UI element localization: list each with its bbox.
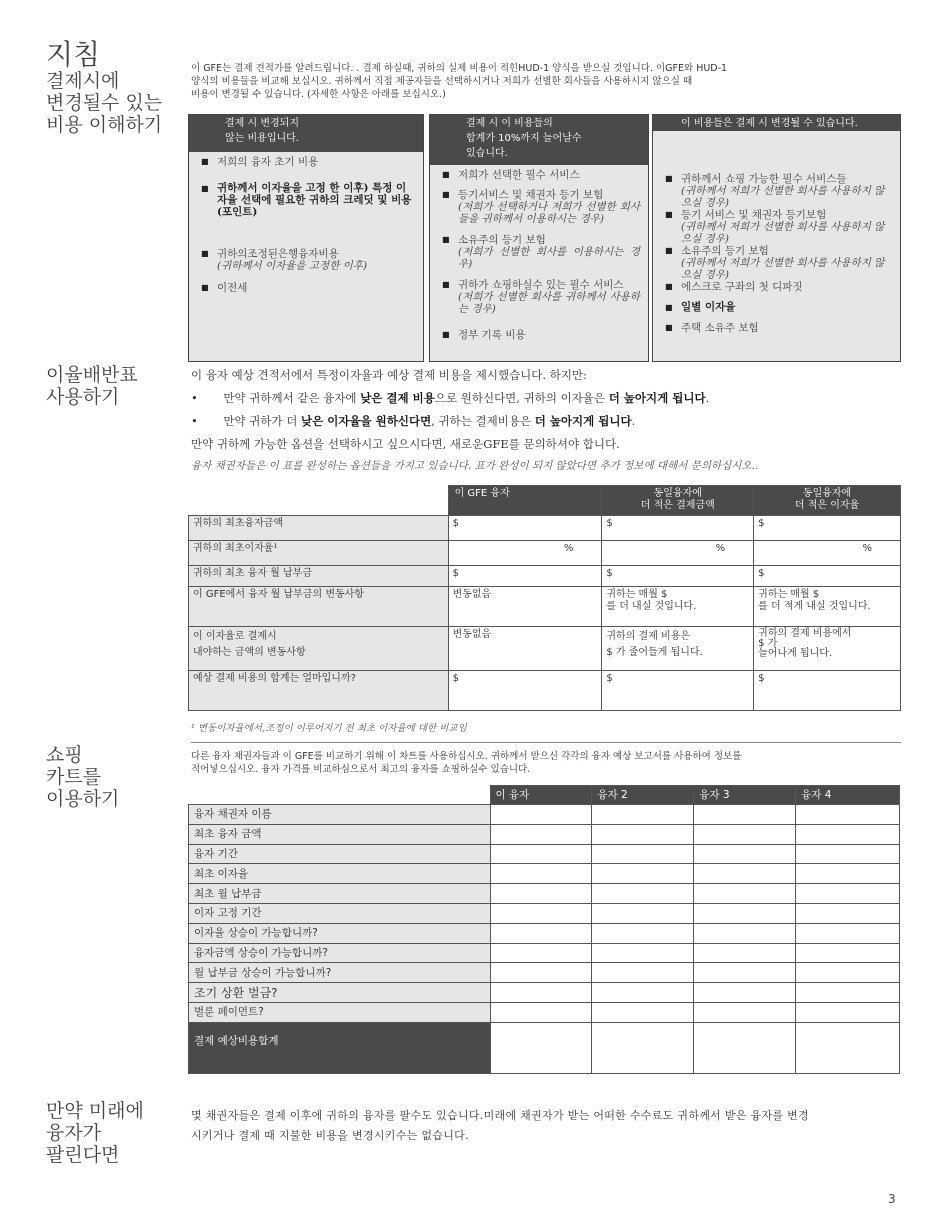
table-cell[interactable] xyxy=(592,903,694,923)
table-cell[interactable] xyxy=(592,1022,694,1073)
box-header-line: 있습니다. xyxy=(466,148,508,159)
intro-line: 양식의 비용들을 비교해 보십시오. 귀하께서 직접 제공자들을 선택하시거나 저희가 선별한 회사들을 사용하시지 않으실 때 xyxy=(191,76,693,87)
table-cell[interactable] xyxy=(592,1002,694,1022)
table-cell[interactable] xyxy=(796,844,900,864)
table-row xyxy=(189,541,901,566)
table-row xyxy=(189,844,900,864)
table-row xyxy=(189,963,900,983)
table-cell[interactable] xyxy=(592,805,694,825)
table-cell[interactable] xyxy=(592,943,694,963)
table-cell[interactable] xyxy=(694,963,796,983)
section-heading-line: 이율배반표 xyxy=(46,364,138,386)
section-heading-line: 이용하기 xyxy=(46,788,120,810)
table-cell[interactable]: $ xyxy=(448,566,602,587)
table-cell[interactable] xyxy=(796,983,900,1003)
table-row xyxy=(189,1002,900,1022)
table-cell[interactable]: $ xyxy=(448,516,602,541)
table-cell[interactable] xyxy=(694,923,796,943)
list-item: ■ 에스크로 구좌의 첫 디파짓 xyxy=(665,281,892,293)
section-heading-line: 사용하기 xyxy=(46,386,120,408)
list-item: ■ 귀하가 쇼핑하실수 있는 필수 서비스 (저희가 선별한 회사를 귀하께서 사용하는 경우) xyxy=(442,279,640,315)
table-cell[interactable]: $ xyxy=(448,671,602,711)
table-cell[interactable] xyxy=(592,923,694,943)
row-label: 조기 상환 벌금? xyxy=(189,983,491,1003)
table-corner xyxy=(189,486,449,516)
table-cell[interactable] xyxy=(592,983,694,1003)
table-cell[interactable] xyxy=(796,963,900,983)
page-number: 3 xyxy=(888,1192,896,1206)
changeable-costs-box xyxy=(652,114,901,362)
table-cell[interactable] xyxy=(694,1022,796,1073)
table-cell[interactable] xyxy=(694,1002,796,1022)
list-item: ■ 저희가 선택한 필수 서비스 xyxy=(442,169,640,181)
table-row xyxy=(189,587,901,627)
shopping-paragraph xyxy=(191,750,741,776)
table-row xyxy=(189,903,900,923)
table-cell[interactable]: % xyxy=(448,541,602,566)
section-heading-line: 팔린다면 xyxy=(46,1144,120,1166)
table-cell[interactable] xyxy=(592,963,694,983)
column-header: 이 융자 xyxy=(490,786,592,805)
section-heading-line: 쇼핑 xyxy=(46,744,83,766)
column-header: 융자 2 xyxy=(592,786,694,805)
table-cell[interactable] xyxy=(694,903,796,923)
row-label: 융자금액 상승이 가능합니까? xyxy=(189,943,491,963)
section-heading-line: 결제시에 xyxy=(46,70,120,92)
cost-list xyxy=(430,165,648,341)
table-cell[interactable]: 귀하의 결제 비용에서 $ 가 늘어나게 됩니다. xyxy=(754,627,901,671)
cost-list xyxy=(653,131,900,334)
table-cell[interactable] xyxy=(796,884,900,904)
loan-sold-paragraph xyxy=(191,1106,809,1146)
intro-line: 비용이 변경될 수 있습니다. (자세한 사항은 아래를 보십시오.) xyxy=(191,89,446,100)
cost-list xyxy=(189,152,423,294)
shopping-table xyxy=(188,785,900,1074)
table-cell[interactable] xyxy=(490,943,592,963)
list-item: ■ 소유주의 등기 보험 (귀하께서 저희가 선별한 회사를 사용하지 않으실 경우) xyxy=(665,245,892,281)
table-corner xyxy=(189,786,491,805)
table-cell[interactable] xyxy=(592,864,694,884)
box-header xyxy=(189,115,423,152)
table-cell[interactable] xyxy=(694,844,796,864)
table-cell[interactable]: $ xyxy=(754,516,901,541)
table-cell[interactable]: $ xyxy=(602,516,754,541)
table-row xyxy=(189,516,901,541)
section-heading-sold xyxy=(46,1100,144,1166)
column-header: 이 GFE 융자 xyxy=(448,486,602,516)
table-row xyxy=(189,864,900,884)
row-label: 예상 결제 비용의 합계는 얼마입니까? xyxy=(189,671,449,711)
table-cell[interactable] xyxy=(490,884,592,904)
row-label: 융자 기간 xyxy=(189,844,491,864)
list-item: ■ 귀하의조정된은행융자비용 (귀하께서 이자율을 고정한 이후) xyxy=(201,248,415,272)
box-header: 이 비용들은 결제 시 변경될 수 있습니다. xyxy=(653,115,900,131)
table-cell[interactable] xyxy=(490,1022,592,1073)
table-cell[interactable] xyxy=(796,1022,900,1073)
tradeoff-bullet-1: • 만약 귀하께서 같은 융자에 낮은 결제 비용으로 원하신다면, 귀하의 이자율은 더 높아지게 됩니다. xyxy=(191,391,710,405)
table-cell[interactable] xyxy=(694,805,796,825)
table-cell[interactable] xyxy=(490,903,592,923)
row-label: 최초 이자율 xyxy=(189,864,491,884)
list-item: ■ 소유주의 등기 보험 (저희가 선별한 회사를 이용하시는 경우) xyxy=(442,234,640,270)
ten-percent-box xyxy=(429,114,649,362)
table-cell[interactable]: 변동없음 xyxy=(448,587,602,627)
column-header: 동일융자에 더 적은 이자율 xyxy=(754,486,901,516)
table-row xyxy=(189,943,900,963)
table-row xyxy=(189,805,900,825)
row-label: 이자율 상승이 가능합니까? xyxy=(189,923,491,943)
page-title-block xyxy=(46,40,162,136)
loan-sold-line: 시키거나 결제 때 지불한 비용을 변경시키수는 없습니다. xyxy=(191,1129,469,1142)
table-cell[interactable]: $ xyxy=(602,566,754,587)
row-label: 최초 융자 금액 xyxy=(189,824,491,844)
table-cell[interactable] xyxy=(490,963,592,983)
list-item: ■ 이전세 xyxy=(201,282,415,294)
row-label: 귀하의 최초 융자 월 납부금 xyxy=(189,566,449,587)
table-row xyxy=(189,566,901,587)
row-label: 월 납부금 상승이 가능합니까? xyxy=(189,963,491,983)
unchanging-costs-box xyxy=(188,114,424,362)
intro-line: 이 GFE는 결제 견적가를 알려드립니다. . 결제 하실때, 귀하의 실제 비용이 적힌HUD-1 양식을 받으실 것입니다. 이GFE와 HUD-1 xyxy=(191,63,728,74)
shopping-line: 적어넣으십시오. 융자 가격를 비교하심으로서 최고의 융자를 쇼핑하실수 있습니다. xyxy=(191,764,531,775)
row-label: 벌룬 페이먼트? xyxy=(189,1002,491,1022)
table-cell[interactable] xyxy=(694,884,796,904)
table-row xyxy=(189,671,901,711)
tradeoff-italic-note: 융자 채권자들은 이 표를 완성하는 옵션들을 가지고 있습니다. 표가 완성이 되지 않았다면 추가 정보에 대해서 문의하십시오.. xyxy=(191,460,759,472)
row-label: 이자 고정 기간 xyxy=(189,903,491,923)
row-label: 귀하의 최초이자율¹ xyxy=(189,541,449,566)
table-row xyxy=(189,627,901,671)
table-row xyxy=(189,923,900,943)
table-cell[interactable] xyxy=(490,805,592,825)
table-row xyxy=(189,884,900,904)
table-cell[interactable] xyxy=(796,943,900,963)
table-cell[interactable] xyxy=(490,923,592,943)
table-row xyxy=(189,1022,900,1073)
box-header-line: 합계가 10%까지 늘어날수 xyxy=(466,133,582,144)
list-item: ■ 저희의 융자 초기 비용 xyxy=(201,156,415,168)
table-row xyxy=(189,983,900,1003)
table-cell[interactable] xyxy=(490,983,592,1003)
intro-paragraph xyxy=(191,62,891,101)
table-cell[interactable] xyxy=(490,844,592,864)
table-cell[interactable] xyxy=(592,824,694,844)
table-cell[interactable] xyxy=(490,1002,592,1022)
column-header: 융자 4 xyxy=(796,786,900,805)
table-cell[interactable]: 귀하는 매월 $ 를 더 적게 내실 것입니다. xyxy=(754,587,901,627)
table-cell[interactable]: $ xyxy=(602,671,754,711)
column-header: 동일융자에 더 적은 결제금액 xyxy=(602,486,754,516)
list-item: ■ 귀하께서 이자율을 고정 한 이후) 특정 이자율 선택에 필요한 귀하의 크레딧 및 비용(포인트) xyxy=(201,182,415,218)
table-row xyxy=(189,824,900,844)
table-cell[interactable]: $ xyxy=(754,671,901,711)
table-cell[interactable] xyxy=(592,844,694,864)
table-cell[interactable] xyxy=(694,864,796,884)
section-heading-line: 만약 미래에 xyxy=(46,1100,144,1122)
table-cell[interactable] xyxy=(490,824,592,844)
section-heading-line: 변경될수 있는 xyxy=(46,92,163,114)
footnote: ¹ 변동이자율에서,조정이 이루어지기 전 최초 이자율에 대한 비교임 xyxy=(191,723,467,734)
list-item: ■ 귀하께서 쇼핑 가능한 필수 서비스들 (귀하께서 저희가 선별한 회사를 사용하지 않으실 경우) xyxy=(665,173,892,209)
table-cell[interactable] xyxy=(490,864,592,884)
section-heading-shopping xyxy=(46,744,119,810)
divider xyxy=(191,742,901,743)
table-cell[interactable]: % xyxy=(602,541,754,566)
row-label: 이 이자율로 결제시 내야하는 금액의 변동사항 xyxy=(189,627,449,671)
table-cell[interactable] xyxy=(796,923,900,943)
table-cell[interactable] xyxy=(592,884,694,904)
table-cell[interactable] xyxy=(694,943,796,963)
table-cell[interactable]: $ xyxy=(754,566,901,587)
table-cell[interactable] xyxy=(796,864,900,884)
section-heading-line: 비용 이해하기 xyxy=(46,114,163,136)
page-title: 지침 xyxy=(46,38,101,71)
loan-sold-line: 몇 채권자들은 결제 이후에 귀하의 융자를 팔수도 있습니다.미래에 채권자가 받는 어떠한 수수료도 귀하께서 받은 융자를 변경 xyxy=(191,1109,809,1122)
tradeoff-intro: 이 융자 예상 견적서에서 특정이자율과 예상 결제 비용을 제시했습니다. 하지만: xyxy=(191,368,587,382)
table-cell[interactable]: 귀하의 결제 비용은 $ 가 줄어들게 됩니다. xyxy=(602,627,754,671)
box-header xyxy=(430,115,648,165)
row-label: 결제 예상비용합계 xyxy=(189,1022,491,1073)
shopping-line: 다른 융자 채권자들과 이 GFE를 비교하기 위해 이 차트를 사용하십시오. 귀하께서 받으신 각각의 융자 예상 보고서를 사용하여 정보를 xyxy=(191,751,742,762)
list-item: ■ 등기 서비스 및 채권자 등기보험 (귀하께서 저희가 선별한 회사를 사용하지 않으실 경우) xyxy=(665,209,892,245)
table-cell[interactable] xyxy=(694,983,796,1003)
list-item: ■ 주택 소유주 보험 xyxy=(665,322,892,334)
list-item: ■ 정부 기록 비용 xyxy=(442,329,640,341)
section-heading-tradeoff xyxy=(46,364,138,408)
row-label: 귀하의 최초융자금액 xyxy=(189,516,449,541)
row-label: 이 GFE에서 융자 월 납부금의 변동사항 xyxy=(189,587,449,627)
table-cell[interactable] xyxy=(796,824,900,844)
table-cell[interactable]: 귀하는 매월 $ 를 더 내실 것입니다. xyxy=(602,587,754,627)
table-cell[interactable]: % xyxy=(754,541,901,566)
box-header-line: 않는 비용입니다. xyxy=(225,133,299,144)
section-heading-line: 융자가 xyxy=(46,1122,102,1144)
table-cell[interactable] xyxy=(694,824,796,844)
table-cell[interactable] xyxy=(796,805,900,825)
row-label: 융자 채권자 이름 xyxy=(189,805,491,825)
section-heading-line: 카트를 xyxy=(46,766,102,788)
table-cell[interactable]: 변동없음 xyxy=(448,627,602,671)
tradeoff-note: 만약 귀하께 가능한 옵션을 선택하시고 싶으시다면, 새로운GFE를 문의하셔야 합니다. xyxy=(191,437,620,451)
box-header-line: 결제 시 변경되지 xyxy=(225,118,299,129)
tradeoff-table xyxy=(188,485,901,711)
tradeoff-bullet-2: • 만약 귀하가 더 낮은 이자율을 원하신다면, 귀하는 결제비용은 더 높아지게 됩니다. xyxy=(191,414,636,428)
list-item: ■ 일별 이자율 xyxy=(665,301,892,313)
box-header-line: 결제 시 이 비용들의 xyxy=(466,118,553,129)
table-cell[interactable] xyxy=(796,1002,900,1022)
table-cell[interactable] xyxy=(796,903,900,923)
row-label: 최초 월 납부금 xyxy=(189,884,491,904)
column-header: 융자 3 xyxy=(694,786,796,805)
list-item: ■ 등기서비스 및 채권자 등기 보험 (저희가 선택하거나 저희가 선별한 회사들을 귀하께서 이용하시는 경우) xyxy=(442,189,640,225)
